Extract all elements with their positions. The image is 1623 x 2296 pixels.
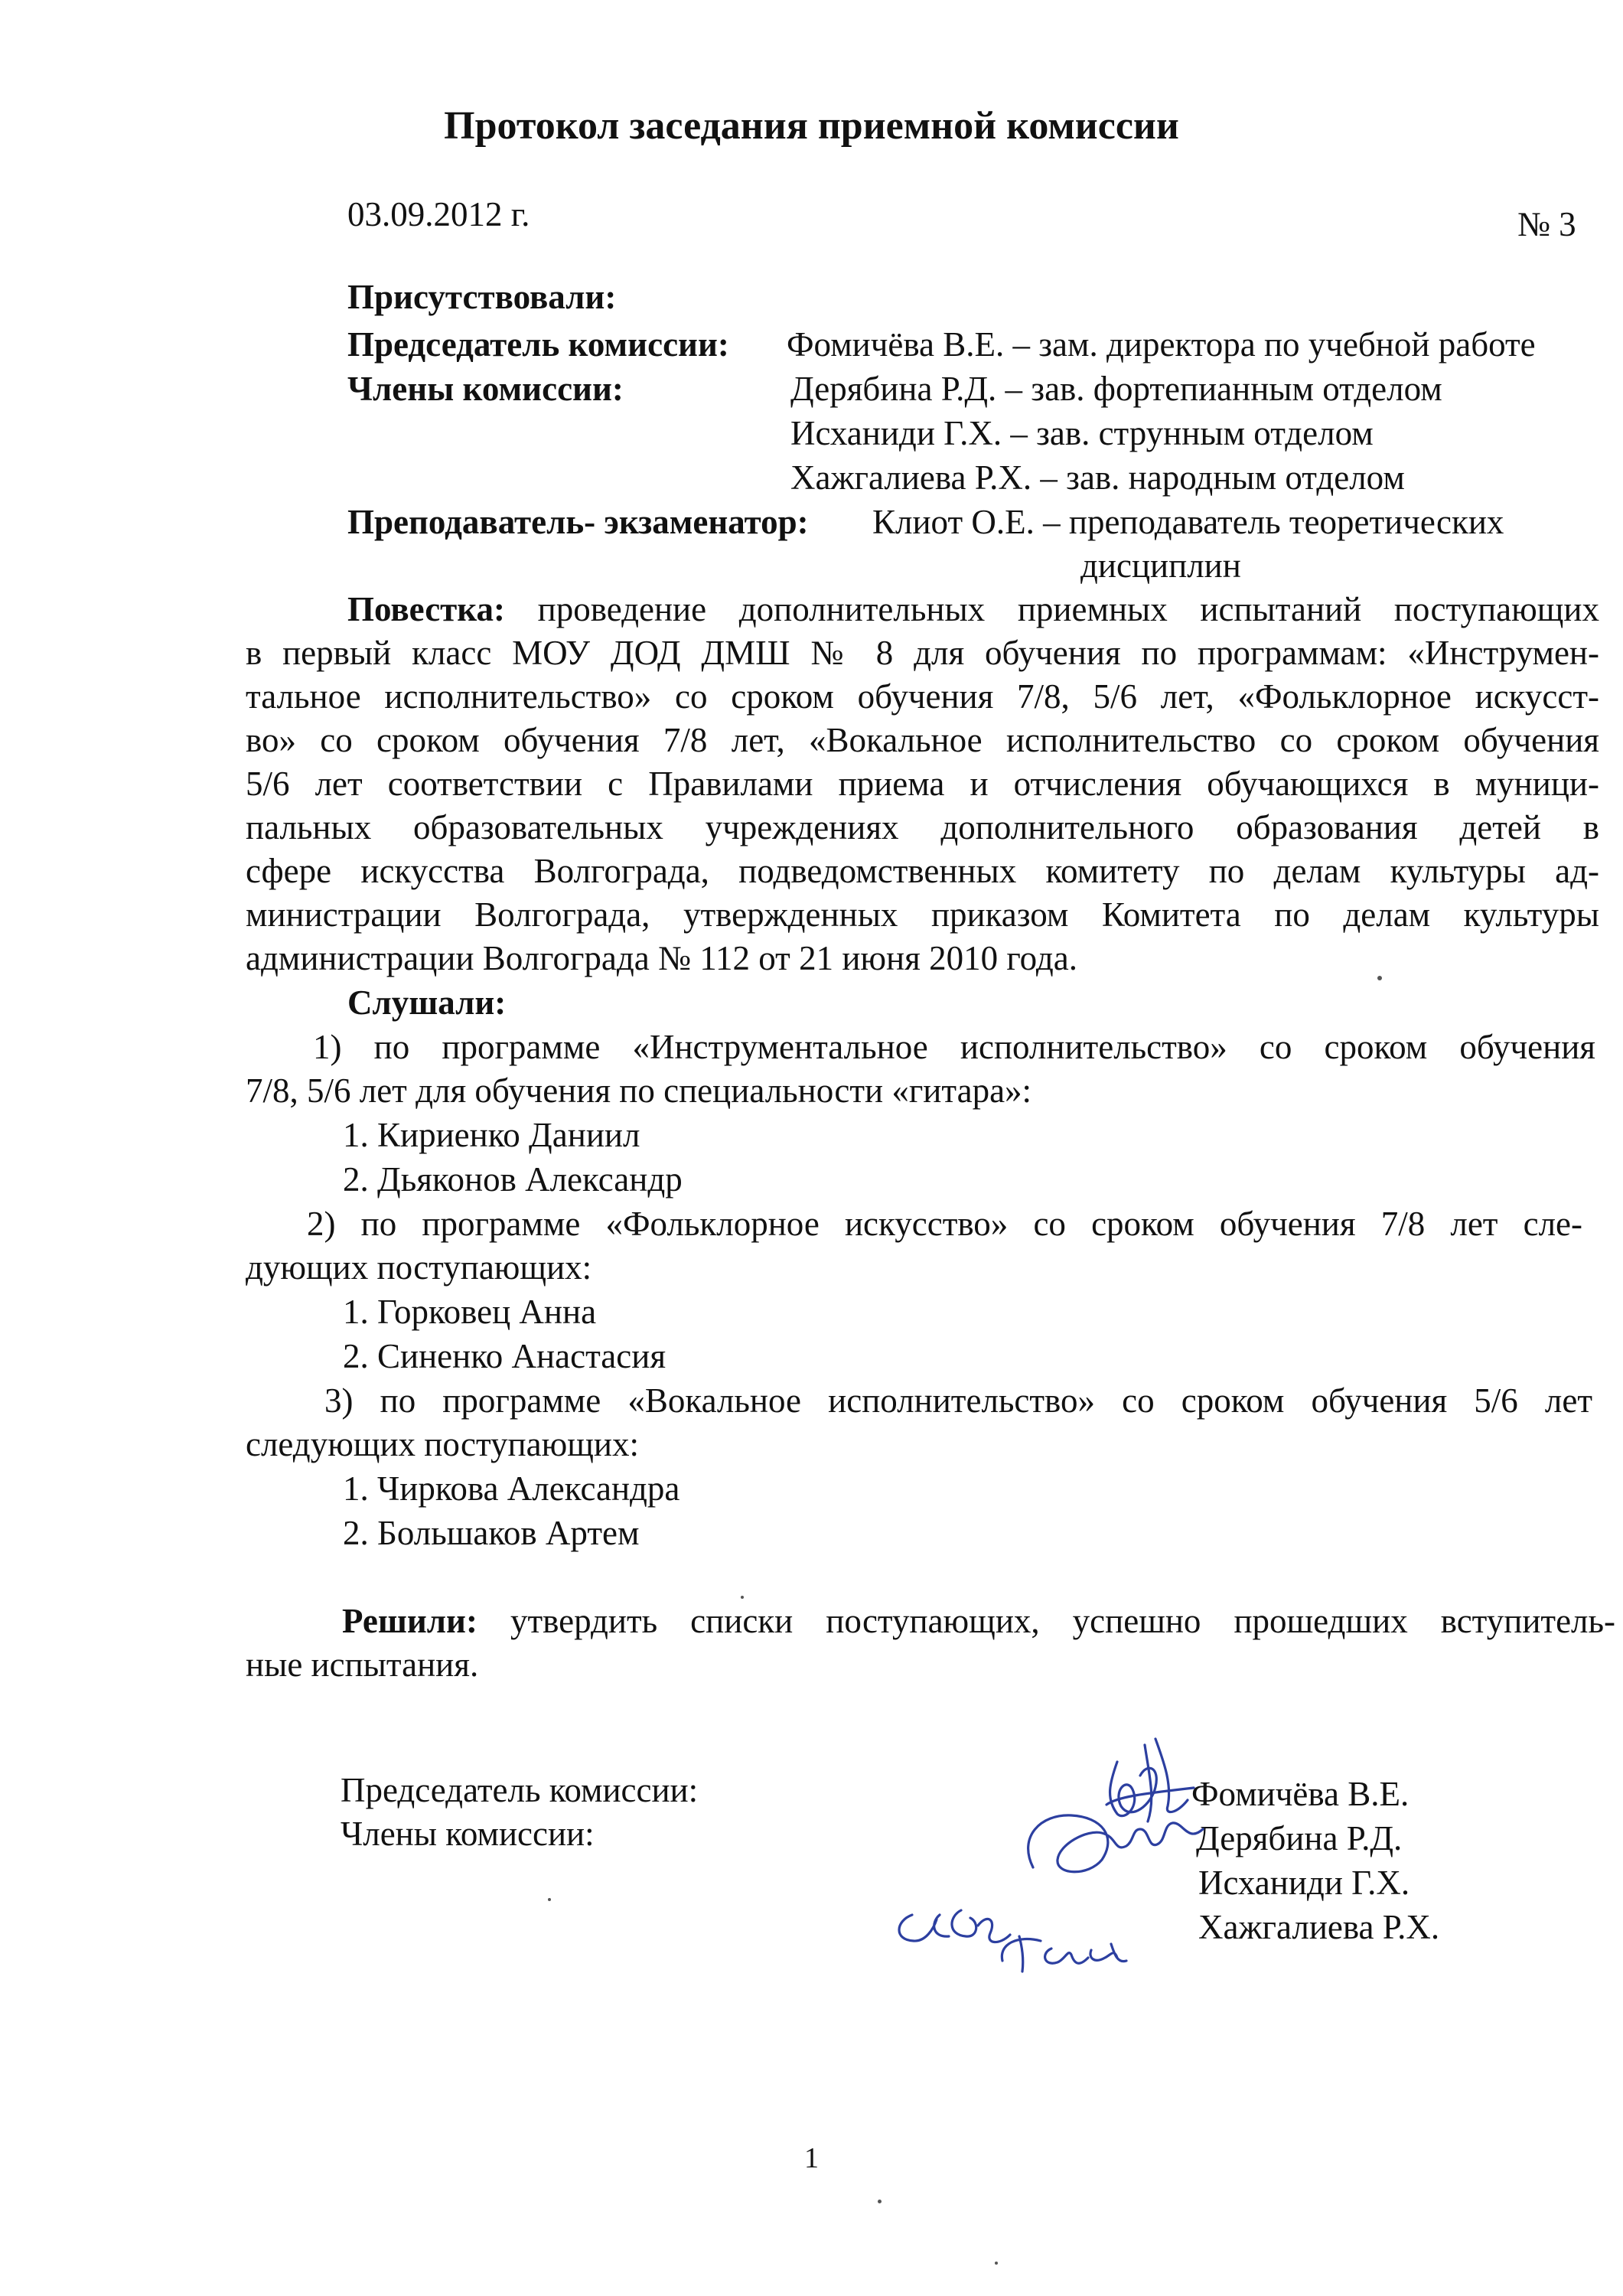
member-line: Дерябина Р.Д. – зав. фортепианным отделом	[790, 370, 1442, 408]
signature-scribble-member-1	[1028, 1815, 1203, 1872]
scan-speck	[741, 1596, 744, 1599]
protocol-number: № 3	[1517, 205, 1576, 243]
member-line: Хажгалиева Р.Х. – зав. народным отделом	[790, 458, 1405, 497]
page-title: Протокол заседания приемной комиссии	[444, 104, 1179, 148]
student-item: 1. Горковец Анна	[343, 1293, 597, 1331]
agenda-line: в первый класс МОУ ДОД ДМШ № 8 для обучения по программам: «Инструмен-	[246, 634, 1599, 672]
signature-name: Хажгалиева Р.Х.	[1198, 1908, 1440, 1946]
signature-chair-label: Председатель комиссии:	[341, 1771, 699, 1809]
section-line: 1) по программе «Инструментальное исполнительство» со сроком обучения	[313, 1028, 1595, 1066]
chair-value: Фомичёва В.Е. – зам. директора по учебной работе	[787, 325, 1536, 364]
members-label: Члены комиссии:	[347, 370, 624, 408]
agenda-line: министрации Волгограда, утвержденных приказом Комитета по делам культуры	[246, 895, 1599, 934]
member-line: Исханиди Г.Х. – зав. струнным отделом	[790, 414, 1374, 452]
handwritten-signatures	[888, 1714, 1224, 1975]
protocol-date: 03.09.2012 г.	[347, 195, 530, 233]
heard-section-1	[246, 1026, 1595, 1113]
signature-members-label: Члены комиссии:	[341, 1815, 595, 1853]
page-number: 1	[804, 2142, 819, 2174]
agenda-line: пальных образовательных учреждениях дополнительного образования детей в	[246, 808, 1599, 846]
heard-section-3	[246, 1379, 1592, 1466]
agenda-line: проведение дополнительных приемных испытаний поступающих	[537, 590, 1599, 628]
decision-paragraph	[246, 1600, 1615, 1687]
decision-line: утвердить списки поступающих, успешно прошедших вступитель-	[510, 1602, 1615, 1640]
signature-name: Дерябина Р.Д.	[1196, 1819, 1403, 1857]
student-item: 1. Кириенко Даниил	[343, 1116, 640, 1154]
agenda-line: администрации Волгограда № 112 от 21 июня 2010 года.	[246, 939, 1077, 977]
examiner-value-cont: дисциплин	[1080, 546, 1241, 585]
agenda-line: тальное исполнительство» со сроком обучения 7/8, 5/6 лет, «Фольклорное искусст-	[246, 677, 1599, 716]
signature-name: Исханиди Г.Х.	[1198, 1864, 1410, 1902]
signature-scribble-member-3	[1002, 1936, 1126, 1971]
student-item: 1. Чиркова Александра	[343, 1469, 680, 1508]
chair-label: Председатель комиссии:	[347, 325, 729, 364]
agenda-label: Повестка:	[347, 590, 506, 628]
agenda-line: во» со сроком обучения 7/8 лет, «Вокальное исполнительство со сроком обучения	[246, 721, 1599, 759]
student-item: 2. Дьяконов Александр	[343, 1160, 683, 1199]
section-line: следующих поступающих:	[246, 1425, 639, 1463]
heard-section-2	[246, 1202, 1582, 1290]
scan-speck	[1377, 976, 1382, 980]
decision-line: ные испытания.	[246, 1645, 479, 1684]
signature-scribble-member-2	[899, 1910, 1010, 1942]
section-line: 3) по программе «Вокальное исполнительство» со сроком обучения 5/6 лет	[324, 1381, 1592, 1420]
agenda-line: сфере искусства Волгограда, подведомственных комитету по делам культуры ад-	[246, 852, 1599, 890]
decision-label: Решили:	[342, 1602, 477, 1640]
examiner-value: Клиот О.Е. – преподаватель теоретических	[872, 503, 1504, 541]
scan-speck	[995, 2262, 998, 2265]
agenda-paragraph	[246, 588, 1599, 980]
scan-speck	[548, 1898, 551, 1901]
section-line: 2) по программе «Фольклорное искусство» со сроком обучения 7/8 лет сле-	[307, 1205, 1582, 1243]
scan-speck	[878, 2200, 882, 2203]
examiner-label: Преподаватель- экзаменатор:	[347, 503, 809, 541]
section-line: дующих поступающих:	[246, 1248, 592, 1287]
agenda-line: 5/6 лет соответствии с Правилами приема и отчисления обучающихся в муници-	[246, 765, 1599, 803]
student-item: 2. Синенко Анастасия	[343, 1337, 666, 1375]
section-line: 7/8, 5/6 лет для обучения по специальности «гитара»:	[246, 1071, 1032, 1110]
heard-label: Слушали:	[347, 983, 507, 1022]
attendance-heading: Присутствовали:	[347, 278, 617, 316]
student-item: 2. Большаков Артем	[343, 1514, 640, 1552]
signature-scribble-chair	[1106, 1739, 1194, 1821]
signature-name: Фомичёва В.Е.	[1191, 1775, 1410, 1813]
